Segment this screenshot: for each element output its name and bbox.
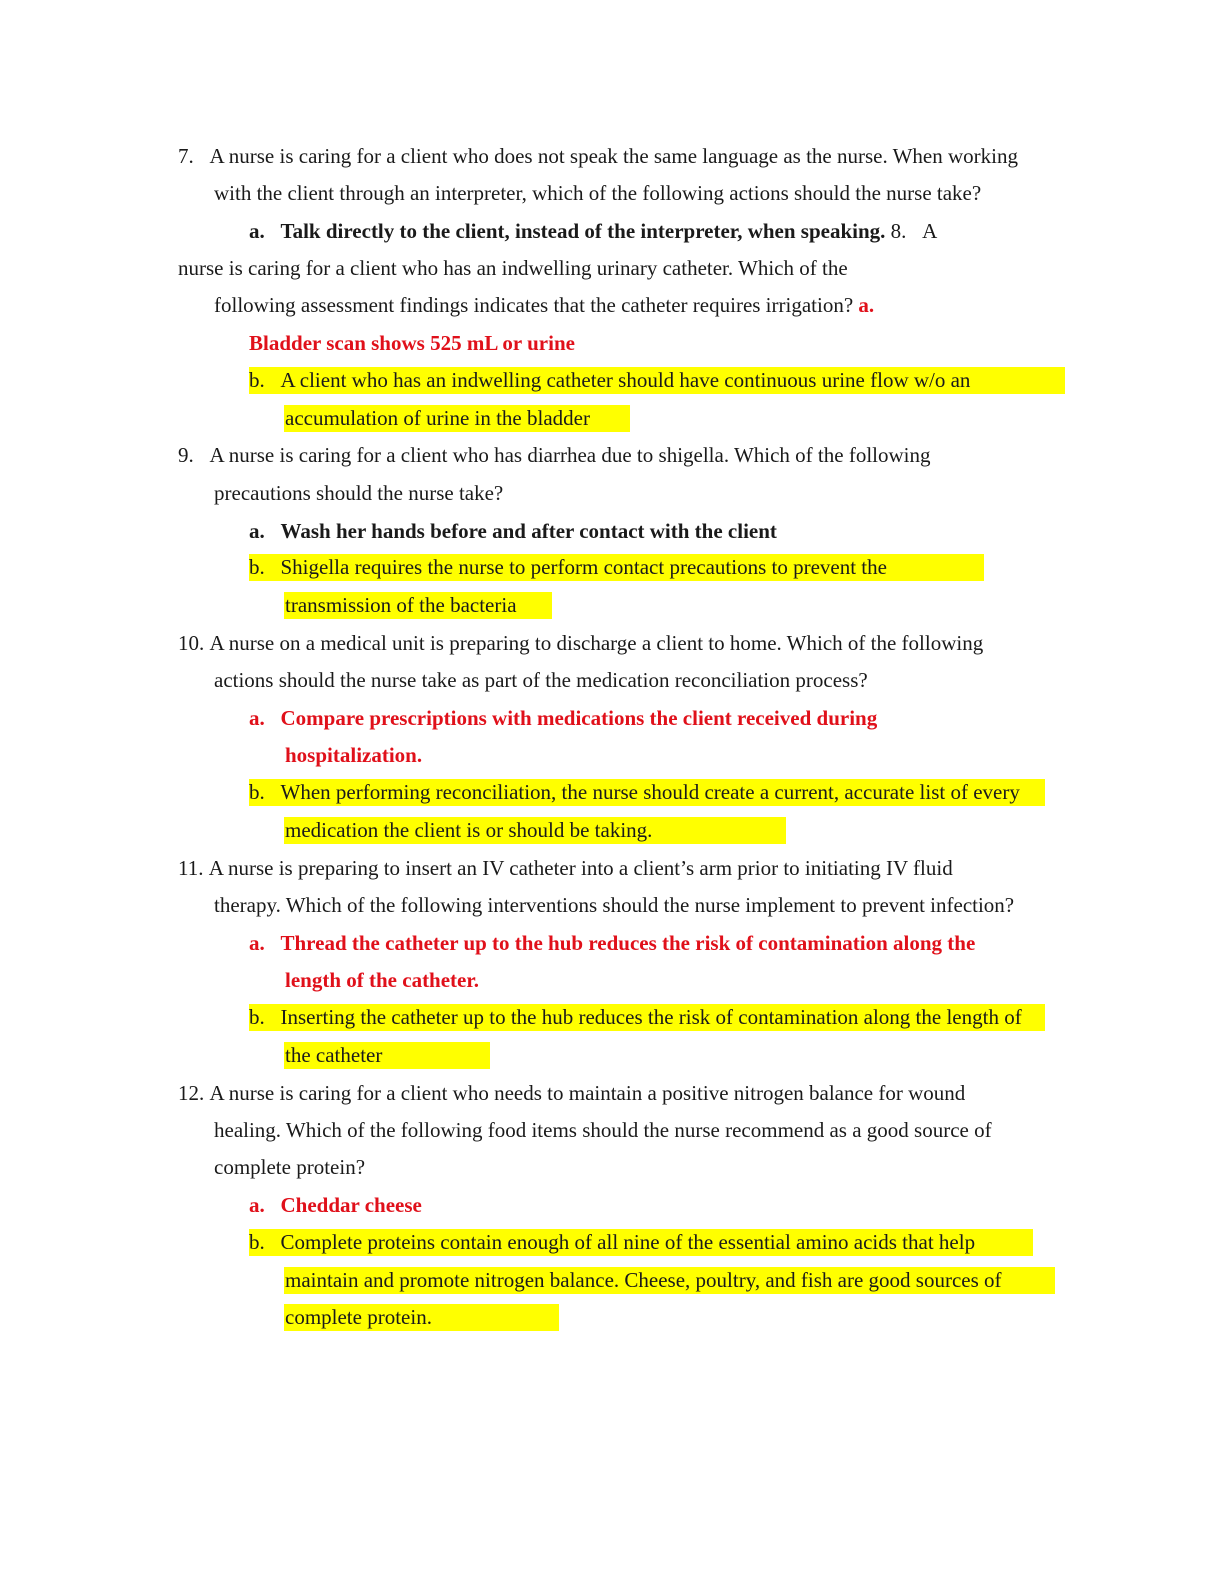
q12-rationale-letter: b.: [249, 1230, 265, 1254]
q7-answer-letter: a.: [249, 219, 265, 243]
q11-answer-text-1: Thread the catheter up to the hub reduces the risk of contamination along the: [280, 931, 976, 955]
q8-rationale-line-1: [249, 367, 970, 393]
q10-rationale-line-2: medication the client is or should be taking.: [285, 818, 653, 842]
q11-rationale-text-1: Inserting the catheter up to the hub reduces the risk of contamination along the length of: [280, 1005, 1022, 1029]
q10-stem-line-2: actions should the nurse take as part of the medication reconciliation process?: [214, 668, 868, 692]
q8-stem-line-2: nurse is caring for a client who has an indwelling urinary catheter. Which of the: [178, 256, 848, 280]
q8-rationale-line-2: accumulation of urine in the bladder: [285, 406, 590, 430]
q8-stem-line-3: [214, 292, 874, 318]
q8-rationale-text-1: A client who has an indwelling catheter should have continuous urine flow w/o an: [280, 368, 971, 392]
q8-rationale-letter: b.: [249, 368, 265, 392]
q8-stem-start: A: [922, 219, 938, 243]
q11-answer-letter: a.: [249, 931, 265, 955]
q7-answer-text: Talk directly to the client, instead of the interpreter, when speaking.: [280, 219, 886, 243]
q12-stem-line-1: [178, 1080, 965, 1106]
q11-rationale-letter: b.: [249, 1005, 265, 1029]
q10-stem-line-1: [178, 630, 983, 656]
q7-answer: [249, 218, 937, 244]
q12-number: 12.: [178, 1081, 205, 1105]
q12-stem-line-2: healing. Which of the following food items should the nurse recommend as a good source of: [214, 1118, 992, 1142]
q9-rationale-text-1: Shigella requires the nurse to perform contact precautions to prevent the: [280, 555, 887, 579]
q9-answer-letter: a.: [249, 519, 265, 543]
q7-stem-line-1: [178, 143, 1018, 169]
q12-rationale-line-3: complete protein.: [285, 1305, 432, 1329]
q12-rationale-line-2: maintain and promote nitrogen balance. Cheese, poultry, and fish are good sources of: [285, 1268, 1002, 1292]
q9-number: 9.: [178, 443, 194, 467]
q10-number: 10.: [178, 631, 205, 655]
q8-answer-text: Bladder scan shows 525 mL or urine: [249, 331, 575, 355]
q10-stem-text-1: A nurse on a medical unit is preparing to discharge a client to home. Which of the following: [209, 631, 984, 655]
q10-answer-text-1: Compare prescriptions with medications the client received during: [280, 706, 878, 730]
q12-rationale-line-1: [249, 1229, 975, 1255]
q11-number: 11.: [178, 856, 204, 880]
q9-rationale-line-2: transmission of the bacteria: [285, 593, 517, 617]
q9-answer-text: Wash her hands before and after contact with the client: [280, 519, 777, 543]
q11-rationale-line-1: [249, 1004, 1022, 1030]
q10-answer-letter: a.: [249, 706, 265, 730]
q7-number: 7.: [178, 144, 194, 168]
q7-stem-text-1: A nurse is caring for a client who does not speak the same language as the nurse. When working: [209, 144, 1018, 168]
q9-stem-line-1: [178, 442, 931, 468]
q11-stem-text-1: A nurse is preparing to insert an IV catheter into a client’s arm prior to initiating IV fluid: [208, 856, 953, 880]
q10-answer-line-1: [249, 705, 877, 731]
q10-rationale-line-1: [249, 779, 1020, 805]
q10-answer-line-2: hospitalization.: [285, 743, 423, 767]
q8-number: 8.: [890, 219, 907, 243]
q10-rationale-text-1: When performing reconciliation, the nurse should create a current, accurate list of every: [280, 780, 1020, 804]
q8-answer-letter: a.: [858, 293, 875, 317]
q9-stem-line-2: precautions should the nurse take?: [214, 481, 504, 505]
q10-rationale-letter: b.: [249, 780, 265, 804]
q11-stem-line-2: therapy. Which of the following interventions should the nurse implement to prevent infection?: [214, 893, 1015, 917]
q12-rationale-text-1: Complete proteins contain enough of all nine of the essential amino acids that help: [280, 1230, 976, 1254]
q11-answer-line-2: length of the catheter.: [285, 968, 480, 992]
q11-rationale-line-2: the catheter: [285, 1043, 383, 1067]
q12-stem-text-1: A nurse is caring for a client who needs to maintain a positive nitrogen balance for wound: [209, 1081, 966, 1105]
q9-rationale-line-1: [249, 554, 887, 580]
q9-answer: [249, 518, 777, 544]
q12-answer-letter: a.: [249, 1193, 265, 1217]
q11-stem-line-1: [178, 855, 953, 881]
q9-stem-text-1: A nurse is caring for a client who has diarrhea due to shigella. Which of the following: [209, 443, 931, 467]
q12-answer-text: Cheddar cheese: [280, 1193, 422, 1217]
q8-stem-text-3: following assessment findings indicates that the catheter requires irrigation?: [214, 293, 854, 317]
q9-rationale-letter: b.: [249, 555, 265, 579]
q12-answer: [249, 1192, 422, 1218]
q11-answer-line-1: [249, 930, 975, 956]
q7-stem-line-2: with the client through an interpreter, which of the following actions should the nurse take?: [214, 181, 982, 205]
q12-stem-line-3: complete protein?: [214, 1155, 366, 1179]
